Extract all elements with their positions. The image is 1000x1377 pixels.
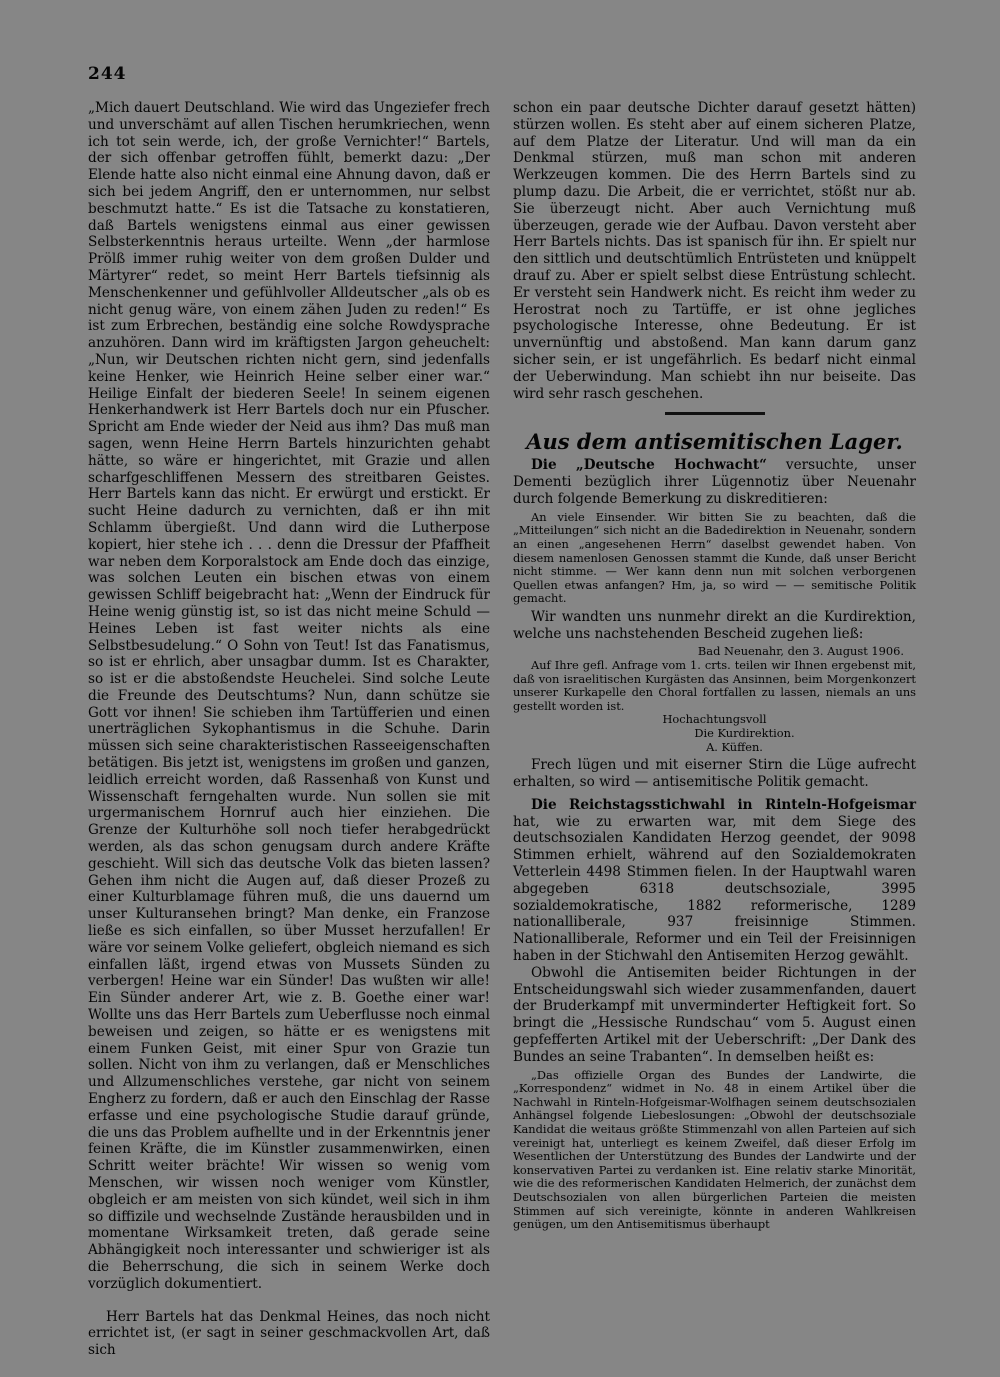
- letter-closing: Hochachtungsvoll: [662, 712, 767, 727]
- letter-body: Auf Ihre gefl. Anfrage vom 1. crts. teilen wir Ihnen ergebenst mit, daß von israelitischen Kurgästen das Ansinnen, beim Morgenkonzert unserer Kurkapelle den Choral fortfallen zu lassen, niemals an uns gestellt worden ist.: [513, 658, 916, 713]
- right-paragraph-3: Wir wandten uns nunmehr direkt an die Kurdirektion, welche uns nachstehenden Bescheid zugehen ließ:: [513, 608, 916, 642]
- right-paragraph-6: Obwohl die Antisemiten beider Richtungen in der Entscheidungswahl sich wieder zusammenfanden, dauert der Bruderkampf mit unverminderter Heftigkeit fort. So bringt die „Hessische Rundschau“ vom 5. August einen gepfefferten Artikel mit der Ueberschrift: „Der Dank des Bundes an seine Trabanten“. In demselben heißt es:: [513, 964, 916, 1065]
- left-paragraph-1: „Mich dauert Deutschland. Wie wird das Ungeziefer frech und unverschämt auf allen Tischen herumkriechen, wenn ich tot sein werde, ich, der große Vernichter!“ Bartels, der sich offenbar getroffen fühlt, bemerkt dazu: „Der Elende hatte also nicht einmal eine Ahnung davon, daß er sich bei jedem Angriff, den er unternommen, nur selbst beschmutzt hatte.“ Es ist die Tatsache zu konstatieren, daß Bartels wenigstens einmal aus einer gewissen Selbsterkenntnis heraus urteilte. Wenn „der harmlose Prölß immer ruhig weiter von dem großen Dulder und Märtyrer“ redet, so meint Herr Bartels tiefsinnig als Menschenkenner und gefühlvoller Alldeutscher „als ob es nicht genug wäre, von einem zähen Juden zu reden!“ Es ist zum Erbrechen, beständig eine solche Rowdysprache anzuhören. Dann wird im kräftigsten Jargon geheuchelt: „Nun, wir Deutschen richten nicht gern, sind jedenfalls keine Henker, wie Heinrich Heine selber einer war.“ Heilige Einfalt der biederen Seele! In seinem eigenen Henkerhandwerk ist Herr Bartels doch nur ein Pfuscher. Spricht am Ende wieder der Neid aus ihm? Das muß man sagen, wenn Heine Herrn Bartels hinzurichten gehabt hätte, so wäre er hingerichtet, mit Grazie und allen scharfgeschliffenen Messern des streitbaren Geistes. Herr Bartels kann das nicht. Er erwürgt und erstickt. Er sucht Heine dadurch zu vernichten, daß er ihn mit Schlamm übergießt. Und dann wird die Lutherpose kopiert, hier stehe ich . . . denn die Dressur der Pfaffheit war neben dem Korporalstock am Ende doch das einzige, was solchen Leuten ein bischen etwas von einem gewissen Schliff beigebracht hat: „Wenn der Eindruck für Heine wenig günstig ist, so ist das nicht meine Schuld — Heines Leben ist fast weiter nichts als eine Selbstbesudelung.“ O Sohn von Teut! Ist das Fanatismus, so ist er ehrlich, aber unsagbar dumm. Ist es Charakter, so ist er die abstoßendste Heuchelei. Sind solche Leute die Freunde des Deutschtums? Nun, dann schütze sie Gott vor ihnen! Sie schieben ihm Tartüfferien und einen unerträglichen Sykophantismus in die Schuhe. Darin müssen sich seine charakteristischen Rasseeigenschaften betätigen. Bis jetzt ist, wenigstens im großen und ganzen, leidlich erreicht worden, daß Rassenhaß von Kunst und Wissenschaft ferngehalten wurde. Nun sollen sie mit urgermanischem Hornruf auch hier einziehen. Die Grenze der Kulturhöhe soll noch tiefer herabgedrückt werden, als das schon genugsam durch andere Kräfte geschieht. Will sich das deutsche Volk das bieten lassen? Gehen ihm nicht die Augen auf, daß dieser Prozeß zu einer Kulturblamage führen muß, die uns dauernd um unser Kulturansehen bringt? Man denke, ein Franzose ließe es sich einfallen, so über Musset herzufallen! Er wäre vor seinem Volke geliefert, obgleich niemand es sich einfallen läßt, irgend etwas von Mussets Sünden zu verbergen! Heine war ein Sünder! Das wußten wir alle! Ein Sünder anderer Art, wie z. B. Goethe einer war! Wollte uns das Herr Bartels zum Ueberflusse noch einmal beweisen und zeigen, so hätte er es wenigstens mit einem Funken Geist, mit einer Spur von Grazie tun sollen. Nicht von ihm zu verlangen, daß er Menschliches und Allzumenschliches verstehe, gar nicht von seinem Engherz zu fordern, daß er auch den Einschlag der Rasse erfasse und eine psychologische Studie darauf gründe, die uns das Problem aufhellte und in der Erkenntnis jener feinen Kräfte, die im Künstler zusammenwirken, einen Schritt weiter brächte! Wir wissen so wenig vom Menschen, wir wissen noch weniger vom Künstler, obgleich er am meisten von sich kündet, weil sich in ihm so diffizile und wechselnde Zustände herausbilden und in momentane Wirksamkeit treten, daß gerade seine Abhängigkeit noch interessanter und schwieriger ist als die Beherrschung, die sich in seinem Werke doch vorzüglich dokumentiert.: [88, 100, 490, 1292]
- hochwacht-lead: Die „Deutsche Hochwacht“: [531, 457, 767, 474]
- right-paragraph-2: [513, 457, 916, 507]
- letter-name: A. Küffen.: [706, 739, 763, 754]
- quote-rundschau: „Das offizielle Organ des Bundes der Landwirte, die „Korrespondenz“ widmet in No. 48 in einem Artikel über die Nachwahl in Rinteln-Hofgeismar-Wolfhagen seinem deutschsozialen Anhängsel folgende Liebeslosungen: „Obwohl der deutschsoziale Kandidat die weitaus größte Stimmenzahl von allen Parteien auf sich vereinigt hat, unterliegt es keinem Zweifel, daß dieser Erfolg im Wesentlichen der Unterstützung des Bundes der Landwirte und der konservativen Partei zu verdanken ist. Eine relativ starke Minorität, wie die des reformerischen Kandidaten Helmerich, der zunächst dem Deutschsozialen von allen bürgerlichen Parteien die meisten Stimmen auf sich vereinigte, könnte in anderen Wahlkreisen genügen, um den Antisemitismus überhaupt: [513, 1067, 916, 1232]
- stichwahl-rest: hat, wie zu erwarten war, mit dem Siege des deutschsozialen Kandidaten Herzog geendet, der 9098 Stimmen erhielt, während auf den Sozialdemokraten Vetterlein 4498 Stimmen fielen. In der Hauptwahl waren abgegeben 6318 deutschsoziale, 3995 sozialdemokratische, 1882 reformerische, 1289 nationalliberale, 937 freisinnige Stimmen. Nationalliberale, Reformer und ein Teil der Freisinnigen haben in der Stichwahl den Antisemiten Herzog gewählt.: [513, 813, 916, 964]
- right-paragraph-1: schon ein paar deutsche Dichter darauf gesetzt hätten) stürzen wollen. Es steht aber auf einem sicheren Platze, auf dem Platze der Literatur. Und will man da ein Denkmal stürzen, muß man schon mit anderen Werkzeugen kommen. Die des Herrn Bartels sind zu plump dazu. Die Arbeit, die er verrichtet, stößt nur ab. Sie überzeugt nicht. Aber auch Vernichtung muß überzeugen, gerade wie der Aufbau. Davon versteht aber Herr Bartels nichts. Das ist spanisch für ihn. Er spielt nur den sittlich und deutschtümlich Entrüsteten und knüppelt drauf zu. Aber er spielt selbst diese Entrüstung schlecht. Er versteht sein Handwerk nicht. Es reicht ihm weder zu Herostrat noch zu Tartüffe, er ist ohne jegliches psychologische Interesse, ohne Bedeutung. Er ist unvernünftig und abstoßend. Man kann darum ganz sicher sein, er ist ungefährlich. Es bedarf nicht einmal der Ueberwindung. Man schiebt ihn nur beiseite. Das wird sehr rasch geschehen.: [513, 100, 916, 402]
- right-paragraph-5: [513, 797, 916, 965]
- left-column: [88, 100, 490, 1359]
- kurdirektion-letter: [513, 645, 916, 754]
- letter-sender: Die Kurdirektion.: [694, 726, 795, 741]
- right-column: [513, 100, 916, 1232]
- right-paragraph-4: Frech lügen und mit eiserner Stirn die Lüge aufrecht erhalten, so wird — antisemitische Politik gemacht.: [513, 757, 916, 791]
- letter-date: Bad Neuenahr, den 3. August 1906.: [697, 644, 904, 659]
- hochwacht-rest: versuchte, unser Dementi bezüglich ihrer Lügennotiz über Neuenahr durch folgende Bemerkung zu diskreditieren:: [513, 457, 916, 507]
- stichwahl-lead: Die Reichstagsstichwahl in Rinteln-Hofgeismar: [531, 796, 916, 813]
- section-heading: Aus dem antisemitischen Lager.: [526, 429, 903, 455]
- quote-hochwacht: An viele Einsender. Wir bitten Sie zu beachten, daß die „Mitteilungen“ sich nicht an die Badedirektion in Neuenahr, sondern an einen „angesehenen Herrn“ daselbst gewendet haben. Von diesem namenlosen Genossen stammt die Kunde, daß unser Bericht nicht stimme. — Wer kann denn nun mit solchen verborgenen Quellen etwas anfangen? Hm, ja, so wird — — semitische Politik gemacht.: [513, 509, 916, 606]
- left-paragraph-2: Herr Bartels hat das Denkmal Heines, das noch nicht errichtet ist, (er sagt in seiner geschmackvollen Art, daß sich: [88, 1308, 490, 1359]
- section-divider: [665, 412, 765, 415]
- page-number: 244: [88, 64, 127, 84]
